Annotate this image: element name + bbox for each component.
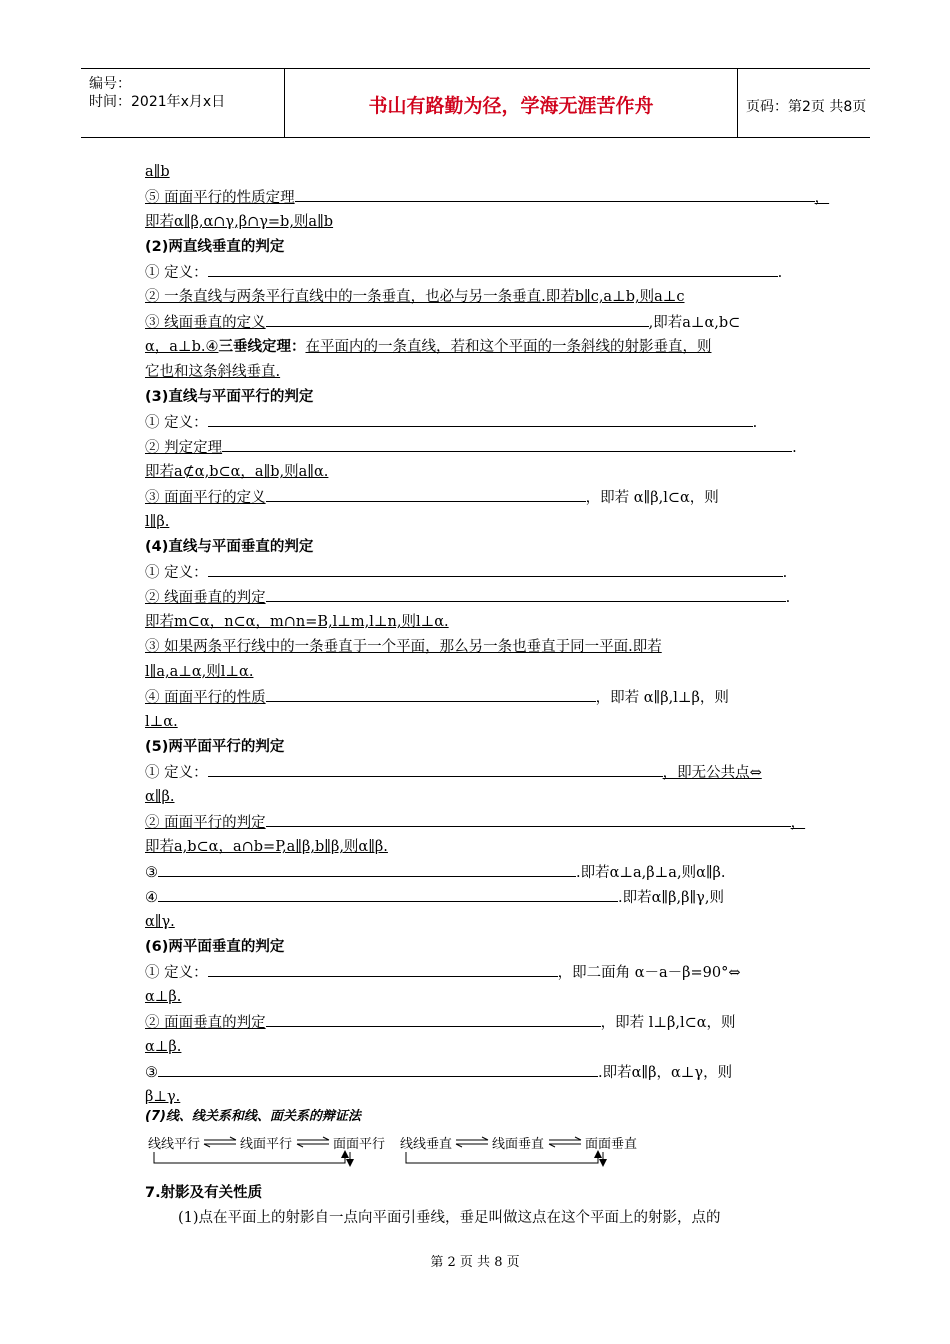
diagram-node: 面面平行 [333,1137,386,1152]
motto: 书山有路勤为径，学海无涯苦作舟 [368,95,654,117]
text-line: ② 一条直线与两条平行直线中的一条垂直，也必与另一条垂直.即若b∥c,a⊥b,则a⊥c [145,289,685,305]
text-line: ③ 如果两条平行线中的一条垂直于一个平面，那么另一条也垂直于同一平面.即若 [145,639,662,655]
text-line: ③ .即若α⊥a,β⊥a,则α∥β. [145,865,726,881]
text-line: ② 线面垂直的判定 . [145,590,791,606]
header-page-cell [738,69,870,137]
text-line: α⊥β. [145,989,182,1005]
section-heading: (2)两直线垂直的判定 [145,239,285,255]
text-line: ① 定义： ，即无公共点⇔ [145,765,762,781]
text-line: l∥a,a⊥α,则l⊥α. [145,664,254,680]
text-line: 即若a,b⊂α，a∩b=P,a∥β,b∥β,则α∥β. [145,839,388,855]
number-label: 编号： [89,76,131,92]
relation-diagram [140,1132,650,1168]
text-line: 即若a⊄α,b⊂α，a∥b,则a∥α. [145,464,329,480]
text-line: 即若α∥β,α∩γ,β∩γ=b,则a∥b [145,214,334,230]
text-line: α∥β. [145,789,175,805]
header-motto-cell [285,69,738,137]
section-heading: (5)两平面平行的判定 [145,739,285,755]
diagram-node: 面面垂直 [585,1137,638,1152]
section-heading: (7)线、线关系和线、面关系的辩证法 [145,1109,361,1124]
text-line: ③ 面面平行的定义 ，即若 α∥β,l⊂α，则 [145,490,719,506]
page-footer: 第 2 页 共 8 页 [430,1255,520,1270]
text-line: ③ .即若α∥β，α⊥γ，则 [145,1065,733,1081]
diagram-node: 线面垂直 [492,1137,545,1152]
section-heading: 7.射影及有关性质 [145,1185,263,1201]
section-heading: (4)直线与平面垂直的判定 [145,539,314,555]
diagram-node: 线面平行 [240,1137,293,1152]
text-line: ② 面面平行的判定 ， [145,815,806,831]
text-line: a∥b [145,164,170,180]
text-line: ① 定义： . [145,265,783,281]
text-line: ② 判定定理 . [145,440,797,456]
text-line: l∥β. [145,514,170,530]
text-line: ① 定义： ，即二面角 α－a－β=90°⇔ [145,965,741,981]
text-line: ⑤ 面面平行的性质定理 ， [145,190,830,206]
header-info-cell [81,69,285,137]
text-line: α∥γ. [145,914,175,930]
text-line: 即若m⊂α，n⊂α，m∩n=B,l⊥m,l⊥n,则l⊥α. [145,614,449,630]
text-line: (1)点在平面上的射影自一点向平面引垂线，垂足叫做这点在这个平面上的射影，点的 [178,1210,721,1226]
page-info: 页码：第2页 共8页 [746,99,867,115]
section-heading: (3)直线与平面平行的判定 [145,389,314,405]
section-heading: (6)两平面垂直的判定 [145,939,285,955]
text-line: ④ .即若α∥β,β∥γ,则 [145,890,724,906]
diagram-node: 线线垂直 [400,1137,453,1152]
text-line: β⊥γ. [145,1089,181,1105]
text-line: ④ 面面平行的性质 ，即若 α∥β,l⊥β，则 [145,690,729,706]
text-line: α⊥β. [145,1039,182,1055]
text-line: ① 定义： . [145,415,758,431]
text-line: ② 面面垂直的判定 ，即若 l⊥β,l⊂α，则 [145,1015,736,1031]
text-line: 它也和这条斜线垂直. [145,364,281,380]
diagram-node: 线线平行 [148,1137,201,1152]
text-line: l⊥α. [145,714,178,730]
text-line: ③ 线面垂直的定义 ,即若a⊥α,b⊂ [145,315,741,331]
date-label: 时间：2021年x月x日 [89,94,226,110]
text-line: ① 定义： . [145,565,788,581]
page-header [81,68,870,138]
text-line: α，a⊥b.④三垂线定理：在平面内的一条直线，若和这个平面的一条斜线的射影垂直，则 [145,339,712,355]
